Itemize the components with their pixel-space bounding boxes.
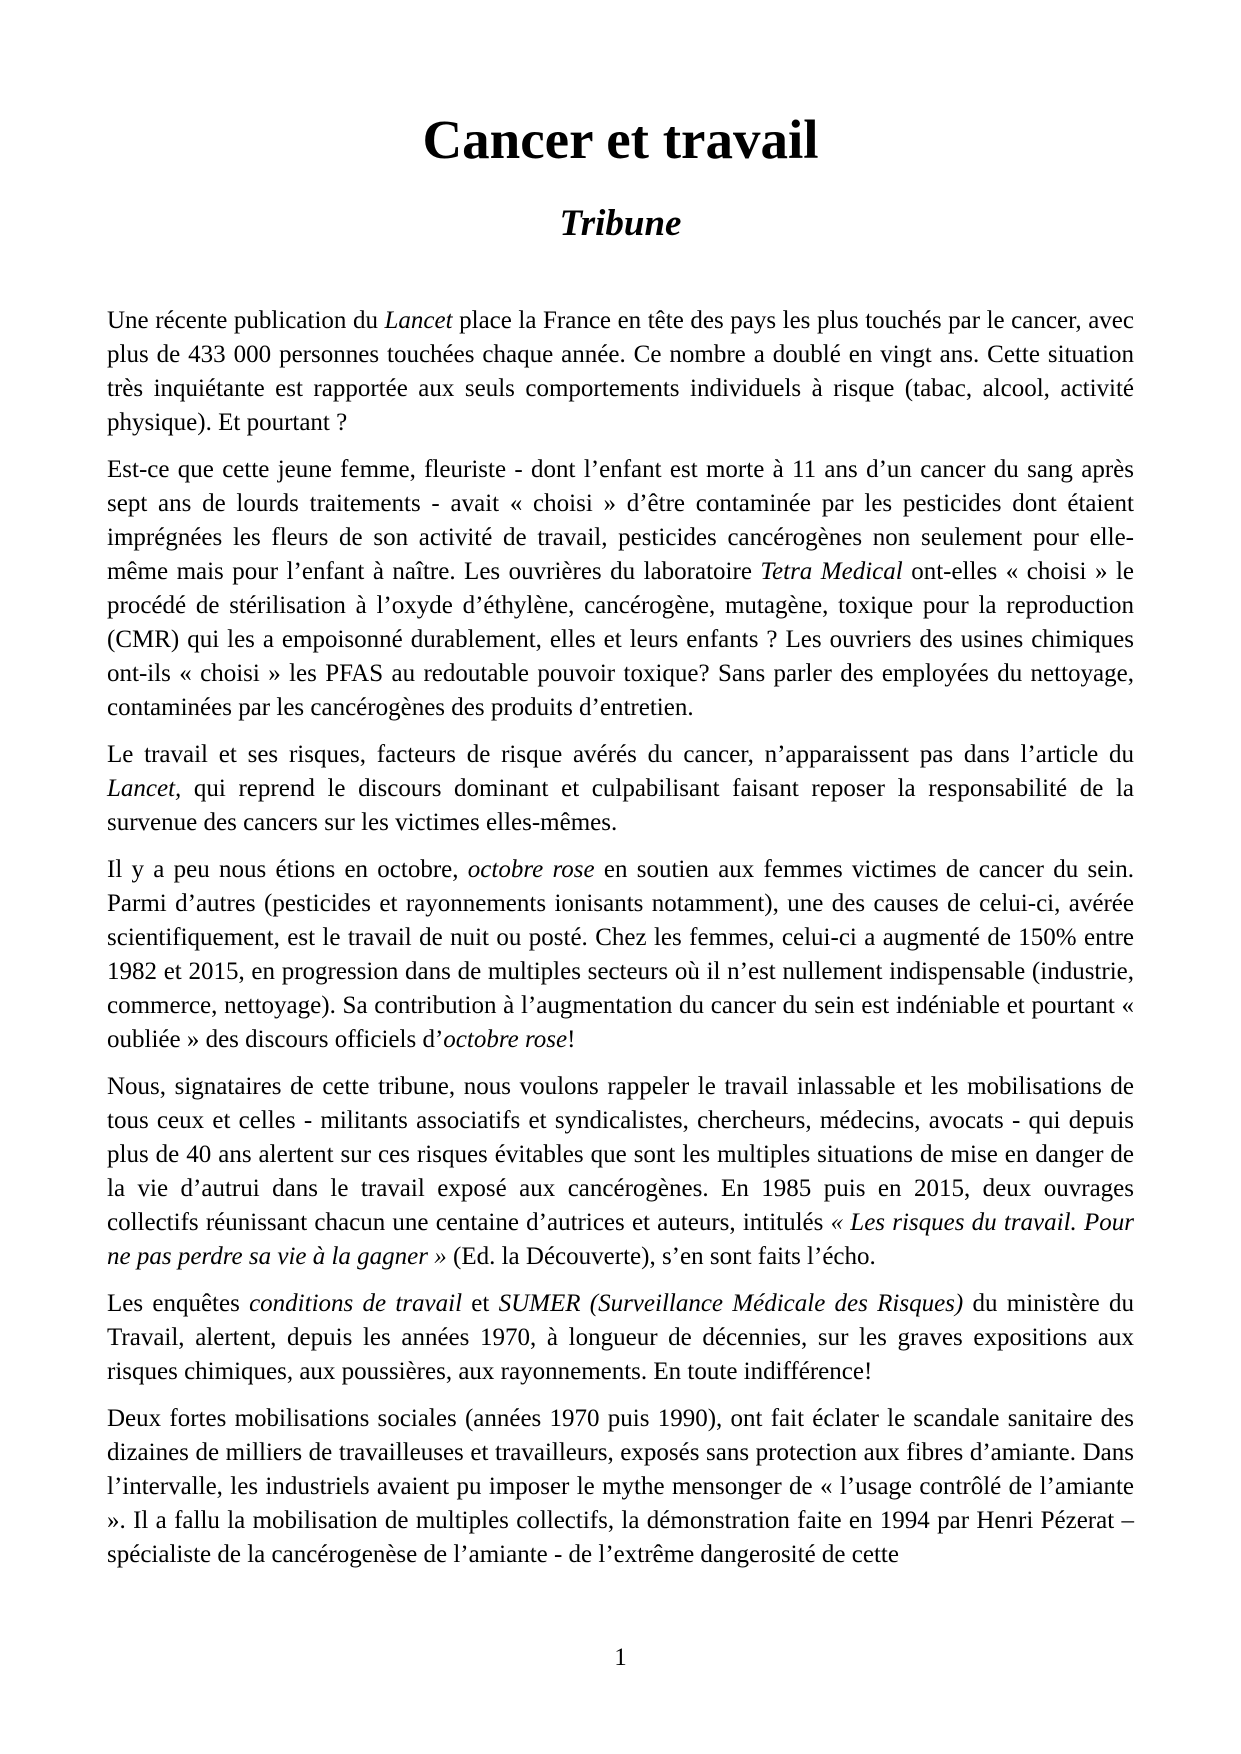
- paragraph-2: Est-ce que cette jeune femme, fleuriste - dont l’enfant est morte à 11 ans d’un cancer du sang après sept ans de lourds traitements - avait « choisi » d’être contaminée par les pesticides dont étaient imprégnées les fleurs de son activité de travail, pesticides cancérogènes non seulement pour elle-même mais pour l’enfant à naître. Les ouvrières du laboratoire Tetra Medical ont-elles « choisi » le procédé de stérilisation à l’oxyde d’éthylène, cancérogène, mutagène, toxique pour la reproduction (CMR) qui les a empoisonné durablement, elles et leurs enfants ? Les ouvriers des usines chimiques ont-ils « choisi » les PFAS au redoutable pouvoir toxique? Sans parler des employées du nettoyage, contaminées par les cancérogènes des produits d’entretien.: [107, 456, 1134, 721]
- paragraph-6: Les enquêtes conditions de travail et SUMER (Surveillance Médicale des Risques) du ministère du Travail, alertent, depuis les années 1970, à longueur de décennies, sur les graves expositions aux risques chimiques, aux poussières, aux rayonnements. En toute indifférence!: [107, 1290, 1135, 1385]
- document-title: Cancer et travail: [422, 109, 819, 170]
- paragraph-3: Le travail et ses risques, facteurs de risque avérés du cancer, n’apparaissent pas dans l’article du Lancet, qui reprend le discours dominant et culpabilisant faisant reposer la responsabilité de la survenue des cancers sur les victimes elles-mêmes.: [107, 741, 1134, 836]
- paragraph-5: Nous, signataires de cette tribune, nous voulons rappeler le travail inlassable et les mobilisations de tous ceux et celles - militants associatifs et syndicalistes, chercheurs, médecins, avocats - qui depuis plus de 40 ans alertent sur ces risques évitables que sont les multiples situations de mise en danger de la vie d’autrui dans le travail exposé aux cancérogènes. En 1985 puis en 2015, deux ouvrages collectifs réunissant chacun une centaine d’autrices et auteurs, intitulés « Les risques du travail. Pour ne pas perdre sa vie à la gagner » (Ed. la Découverte), s’en sont faits l’écho.: [107, 1073, 1134, 1270]
- paragraph-1: Une récente publication du Lancet place la France en tête des pays les plus touchés par le cancer, avec plus de 433 000 personnes touchées chaque année. Ce nombre a doublé en vingt ans. Cette situation très inquiétante est rapportée aux seuls comportements individuels à risque (tabac, alcool, activité physique). Et pourtant ?: [107, 307, 1134, 436]
- page-number: 1: [614, 1644, 627, 1671]
- document-subtitle: Tribune: [559, 203, 682, 244]
- document-body: [107, 304, 1134, 1572]
- paragraph-7: Deux fortes mobilisations sociales (années 1970 puis 1990), ont fait éclater le scandale sanitaire des dizaines de milliers de travailleuses et travailleurs, exposés sans protection aux fibres d’amiante. Dans l’intervalle, les industriels avaient pu imposer le mythe mensonger de « l’usage contrôlé de l’amiante ». Il a fallu la mobilisation de multiples collectifs, la démonstration faite en 1994 par Henri Pézerat – spécialiste de la cancérogenèse de l’amiante - de l’extrême dangerosité de cette: [107, 1405, 1134, 1568]
- paragraph-4: Il y a peu nous étions en octobre, octobre rose en soutien aux femmes victimes de cancer du sein. Parmi d’autres (pesticides et rayonnements ionisants notamment), une des causes de celui-ci, avérée scientifiquement, est le travail de nuit ou posté. Chez les femmes, celui-ci a augmenté de 150% entre 1982 et 2015, en progression dans de multiples secteurs où il n’est nullement indispensable (industrie, commerce, nettoyage). Sa contribution à l’augmentation du cancer du sein est indéniable et pourtant « oubliée » des discours officiels d’octobre rose!: [107, 856, 1134, 1053]
